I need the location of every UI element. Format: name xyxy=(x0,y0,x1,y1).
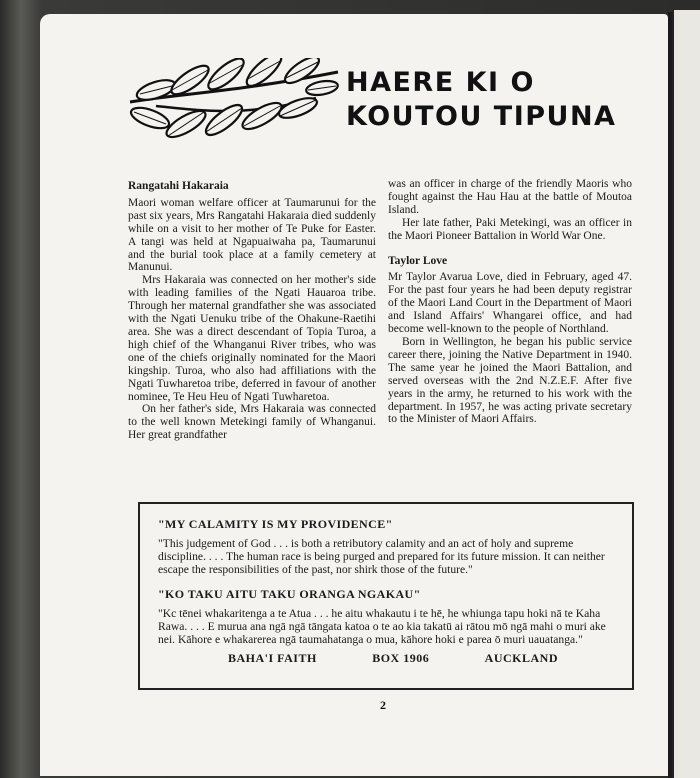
ad-quote-maori: "Kc tēnei whakaritenga a te Atua . . . he aitu whakautu i te hē, he whiunga tapu hoki nā te Kaha Rawa. . . . E murua ana ngā ngā tāngata katoa o te ao kia takatū ai rātou mō ngā mahi o muri ake nei. Kāhore e whakarerea ngā taumahatanga o mua, kāhore hoki e parea ō muri uauatanga." xyxy=(158,607,606,646)
paragraph: Born in Wellington, he began his public service career there, joining the Native Department in 1940. The same year he joined the Maori Battalion, and served overseas with the 2nd N.Z.E.F. After five years in the army, he returned to his work with the department. In 1957, he was acting private secretary to the Minister of Maori Affairs. xyxy=(388,335,632,426)
paragraph: was an officer in charge of the friendly Maoris who fought against the Hau Hau at the battle of Moutoa Island. xyxy=(388,178,632,216)
fern-leaf-illustration xyxy=(126,58,340,140)
obituary-heading-hakaraia: Rangatahi Hakaraia xyxy=(128,180,229,192)
obituary-heading-love: Taylor Love xyxy=(388,254,448,267)
ad-footer-city: AUCKLAND xyxy=(484,651,558,665)
page-heading xyxy=(346,66,616,134)
ad-footer xyxy=(228,652,558,665)
left-column xyxy=(128,180,376,442)
heading-line-2: KOUTOU TIPUNA xyxy=(346,101,617,132)
paragraph: Mrs Hakaraia was connected on her mother's side with leading families of the Ngati Hauaroa tribe. Through her maternal grandfather she was associated with the Ngati Uenuku tribe of the Ohakune-Raetihi area. She was a direct descendant of Topia Turoa, a high chief of the Whanganui River tribes, who was one of the chiefs originally nominated for the Maori kingship. Turoa, who also had affiliations with the Ngati Tuwharetoa tribe, deferred in favour of another nominee, Te Heu Heu of Ngati Tuwharetoa. xyxy=(128,274,376,403)
bahai-advertisement xyxy=(138,502,634,690)
ad-quote-english: "This judgement of God . . . is both a retributory calamity and an act of holy and supreme discipline. . . . The human race is being purged and prepared for its future mission. It can neither escape the responsibilities of the past, nor shirk those of the future." xyxy=(158,537,605,576)
facing-page-edge xyxy=(672,10,700,778)
paragraph: On her father's side, Mrs Hakaraia was connected to the well known Metekingi family of Whanganui. Her great grandfather xyxy=(128,403,376,442)
ad-title-english: "MY CALAMITY IS MY PROVIDENCE" xyxy=(158,517,393,531)
paragraph: Maori woman welfare officer at Taumarunui for the past six years, Mrs Rangatahi Hakaraia died suddenly while on a visit to her mother of Te Puke for Easter. A tangi was held at Ngapuaiwaha pa, Taumarunui and the burial took place at a family cemetery at Manunui. xyxy=(128,196,376,274)
ad-footer-org: BAHA'I FAITH xyxy=(228,651,317,665)
ad-title-maori: "KO TAKU AITU TAKU ORANGA NGAKAU" xyxy=(158,587,421,601)
paragraph: Her late father, Paki Metekingi, was an officer in the Maori Pioneer Battalion in World War One. xyxy=(388,216,632,242)
page-number: 2 xyxy=(380,698,386,712)
paragraph: Mr Taylor Avarua Love, died in February, aged 47. For the past four years he had been deputy registrar of the Maori Land Court in the Department of Maori and Island Affairs' Whangarei office, and had become well-known to the people of Northland. xyxy=(388,271,632,336)
ad-footer-box: BOX 1906 xyxy=(372,651,430,665)
heading-line-1: HAERE KI O xyxy=(346,67,535,98)
right-column xyxy=(388,178,632,426)
